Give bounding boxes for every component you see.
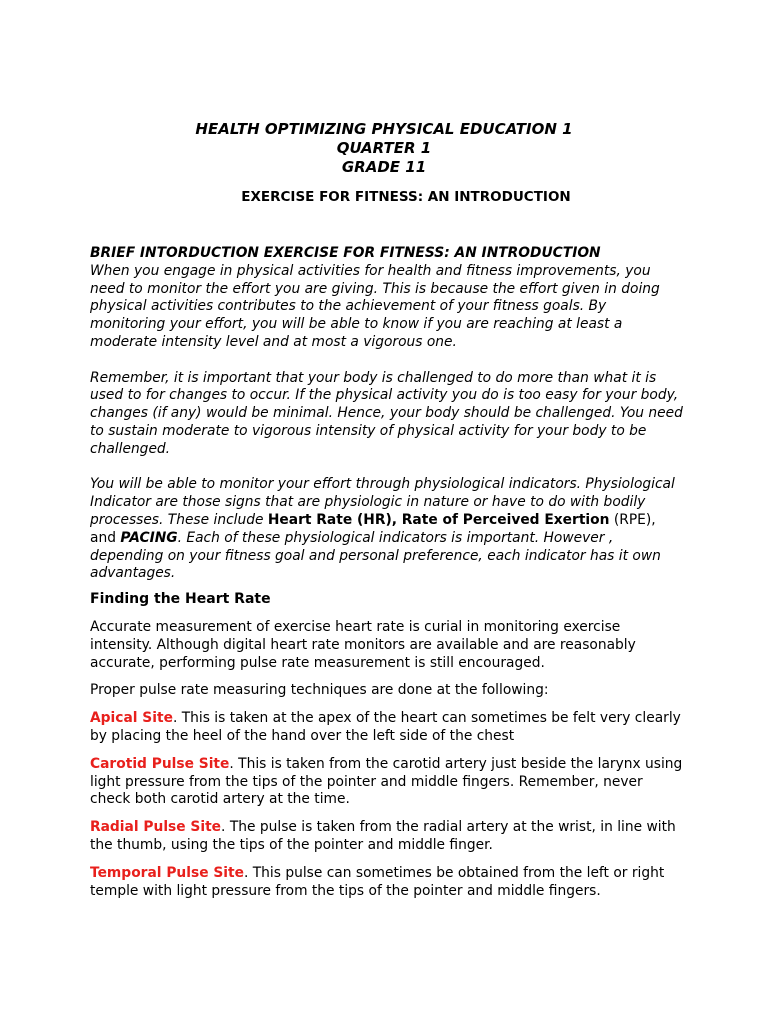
heart-rate-paragraph-1: Accurate measurement of exercise heart rate is curial in monitoring exercise intensity. Although digital heart rate monitors are available and are reasonably accurate, performing pulse rate measurement is still encouraged. <box>90 618 636 671</box>
pulse-site-carotid <box>90 756 685 809</box>
intro-paragraph-3 <box>90 476 685 583</box>
site-name: Carotid Pulse Site <box>90 755 230 772</box>
heart-rate-paragraph-2: Proper pulse rate measuring techniques are done at the following: <box>90 682 549 699</box>
site-name: Temporal Pulse Site <box>90 864 244 881</box>
intro-section <box>90 245 685 352</box>
p3-indicators: Heart Rate (HR), Rate of Perceived Exertion <box>267 511 610 528</box>
title-line-1: HEALTH OPTIMIZING PHYSICAL EDUCATION 1 <box>195 120 573 138</box>
site-text: . This is taken at the apex of the heart can sometimes be felt very clearly by placing the heel of the hand over the left side of the chest <box>90 710 681 744</box>
site-text: . The pulse is taken from the radial artery at the wrist, in line with the thumb, using the tips of the pointer and middle finger. <box>90 819 676 853</box>
document-body <box>90 245 685 910</box>
site-text: . This is taken from the carotid artery just beside the larynx using light pressure from the tips of the pointer and middle fingers. Remember, never check both carotid artery at the time. <box>90 755 683 808</box>
p3-pacing: PACING <box>120 529 178 546</box>
intro-heading: BRIEF INTORDUCTION EXERCISE FOR FITNESS: AN INTRODUCTION <box>90 245 601 261</box>
p3-text-c: (RPE), and <box>90 511 656 546</box>
p3-text-e: . Each of these physiological indicators is important. However , depending on your fitness goal and personal preference, each indicator has it own advantages. <box>90 529 661 582</box>
site-name: Radial Pulse Site <box>90 819 222 836</box>
document-title <box>0 120 768 177</box>
site-name: Apical Site <box>90 710 173 727</box>
p3-text-a: You will be able to monitor your effort through physiological indicators. Physiological Indicator are those signs that are physiologic in nature or have to do with bodily processes. These include <box>90 476 675 528</box>
pulse-site-radial <box>90 819 685 855</box>
title-line-3: GRADE 11 <box>341 158 427 176</box>
title-line-2: QUARTER 1 <box>336 139 432 157</box>
heart-rate-heading: Finding the Heart Rate <box>90 591 271 608</box>
pulse-site-temporal <box>90 865 685 901</box>
document-subtitle: EXERCISE FOR FITNESS: AN INTRODUCTION <box>241 189 571 205</box>
site-text: . This pulse can sometimes be obtained from the left or right temple with light pressure from the tips of the pointer and middle fingers. <box>90 864 665 899</box>
intro-paragraph-1: When you engage in physical activities for health and fitness improvements, you need to monitor the effort you are giving. This is because the effort given in doing physical activities contributes to the achievement of your fitness goals. By monitoring your effort, you will be able to know if you are reaching at least a moderate intensity level and at most a vigorous one. <box>90 262 660 350</box>
pulse-site-apical <box>90 710 685 746</box>
intro-paragraph-2: Remember, it is important that your body is challenged to do more than what it is used to for changes to occur. If the physical activity you do is too easy for your body, changes (if any) would be minimal. Hence, your body should be challenged. You need to sustain moderate to vigorous intensity of physical activity for your body to be challenged. <box>90 369 683 457</box>
